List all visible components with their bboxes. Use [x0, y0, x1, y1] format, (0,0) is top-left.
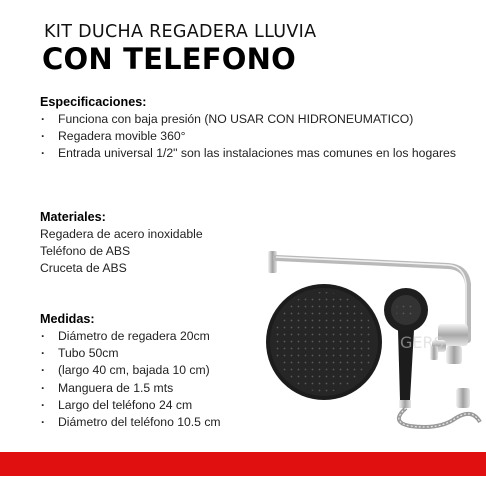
medida-item: · Tubo 50cm: [40, 345, 221, 362]
title-line-2: CON TELEFONO: [42, 42, 296, 76]
material-item: Teléfono de ABS: [40, 244, 131, 259]
hose: [399, 408, 480, 427]
materiales-heading: Materiales:: [40, 210, 106, 224]
shower-kit-image: [260, 240, 486, 445]
medida-item: · Diámetro de regadera 20cm: [40, 328, 221, 345]
medida-item: · Diámetro del teléfono 10.5 cm: [40, 414, 221, 431]
medida-item: · Manguera de 1.5 mts: [40, 380, 221, 397]
medidas-section: [40, 311, 221, 431]
spec-item: · Regadera movible 360°: [40, 128, 460, 145]
spec-item: · Funciona con baja presión (NO USAR CON HIDRONEUMATICO): [40, 111, 460, 128]
rain-showerhead: [266, 284, 382, 400]
material-item: Cruceta de ABS: [40, 261, 127, 276]
spec-item: · Entrada universal 1/2" son las instalaciones mas comunes en los hogares: [40, 145, 460, 162]
materiales-section: [40, 209, 203, 278]
holder-bracket: [456, 388, 470, 408]
watermark: GERS: [400, 333, 444, 352]
accent-bar: [0, 452, 486, 476]
medida-item: · (largo 40 cm, bajada 10 cm): [40, 362, 221, 379]
medidas-heading: Medidas:: [40, 312, 95, 326]
medida-item: · Largo del teléfono 24 cm: [40, 397, 221, 414]
title-line-1: KIT DUCHA REGADERA LLUVIA: [44, 22, 317, 42]
material-item: Regadera de acero inoxidable: [40, 227, 203, 241]
especificaciones-heading: Especificaciones:: [40, 95, 147, 109]
especificaciones-section: [40, 94, 460, 163]
